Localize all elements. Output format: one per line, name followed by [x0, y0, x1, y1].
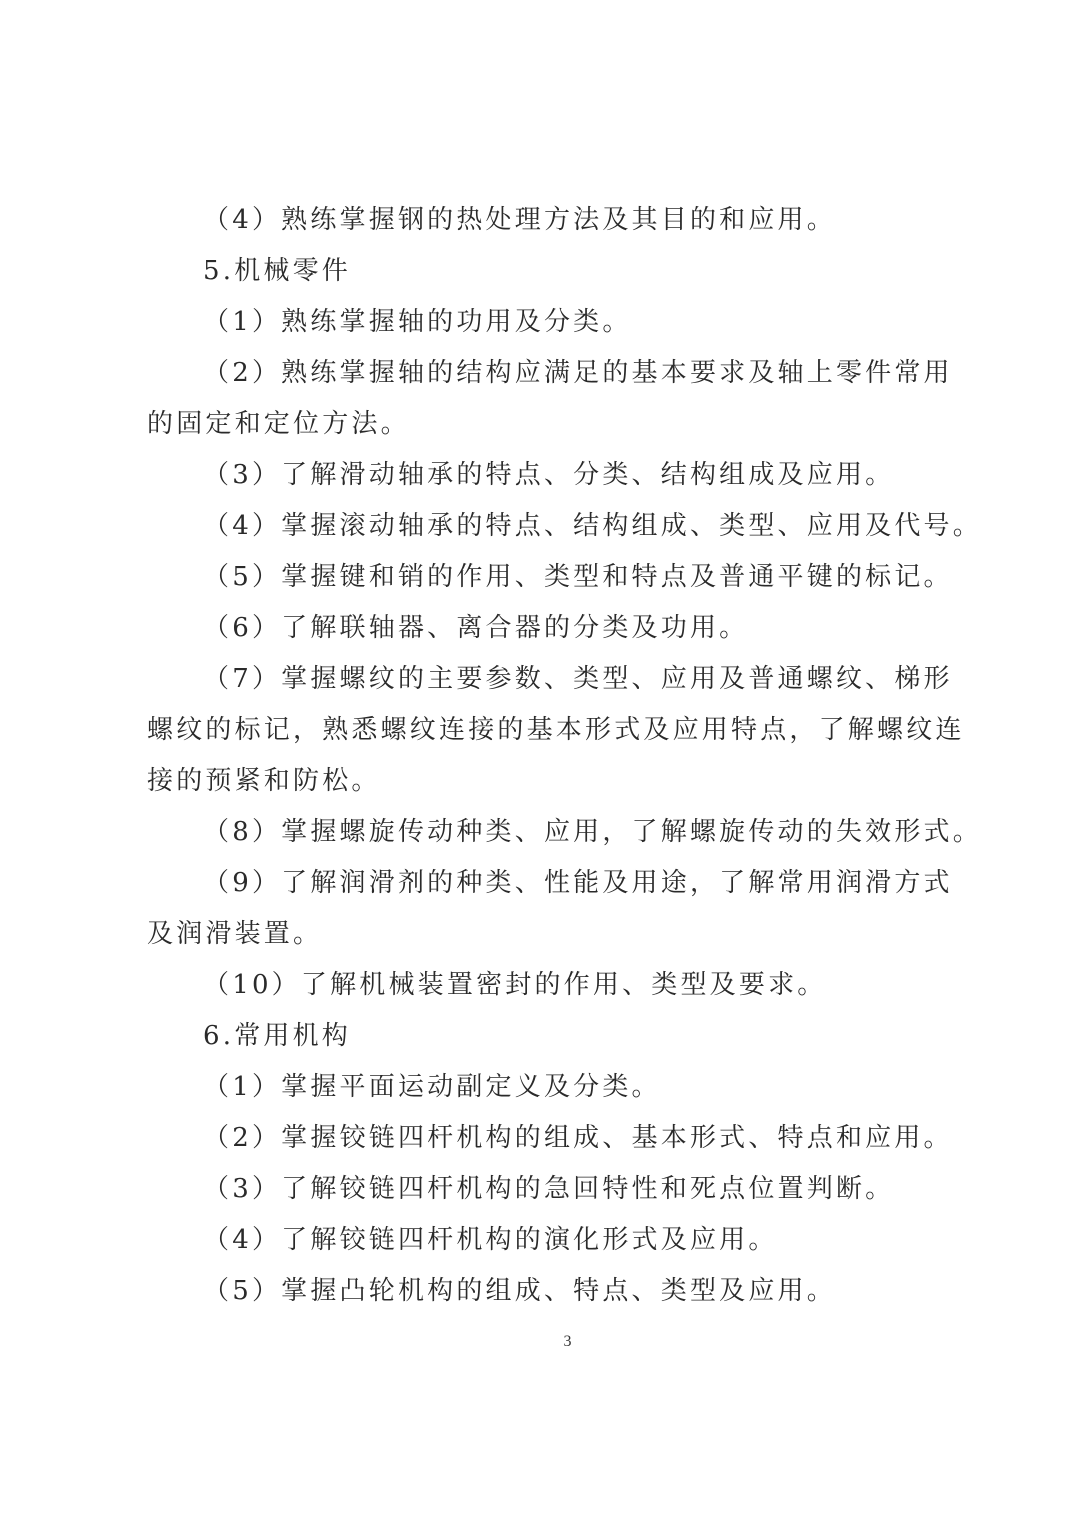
text-line: （10）了解机械装置密封的作用、类型及要求。 [203, 970, 827, 1000]
text-line: （3）了解滑动轴承的特点、分类、结构组成及应用。 [203, 460, 895, 490]
text-line: （5）掌握键和销的作用、类型和特点及普通平键的标记。 [203, 562, 953, 592]
text-line: （1）熟练掌握轴的功用及分类。 [203, 307, 632, 337]
text-line: （7）掌握螺纹的主要参数、类型、应用及普通螺纹、梯形 [203, 664, 953, 694]
text-line: （4）了解铰链四杆机构的演化形式及应用。 [203, 1225, 778, 1255]
section-heading: 6.常用机构 [203, 1021, 352, 1051]
text-line: （4）掌握滚动轴承的特点、结构组成、类型、应用及代号。 [203, 511, 982, 541]
text-line: （2）掌握铰链四杆机构的组成、基本形式、特点和应用。 [203, 1123, 953, 1153]
text-line: （8）掌握螺旋传动种类、应用，了解螺旋传动的失效形式。 [203, 817, 982, 847]
text-line: （6）了解联轴器、离合器的分类及功用。 [203, 613, 749, 643]
text-line: （1）掌握平面运动副定义及分类。 [203, 1072, 661, 1102]
text-line: （2）熟练掌握轴的结构应满足的基本要求及轴上零件常用 [203, 358, 953, 388]
page-number: 3 [563, 1333, 572, 1350]
section-heading: 5.机械零件 [203, 256, 352, 286]
text-line: （4）熟练掌握钢的热处理方法及其目的和应用。 [203, 205, 836, 235]
text-line: 的固定和定位方法。 [147, 409, 410, 439]
text-line: （3）了解铰链四杆机构的急回特性和死点位置判断。 [203, 1174, 895, 1204]
text-line: 螺纹的标记，熟悉螺纹连接的基本形式及应用特点，了解螺纹连 [147, 715, 965, 745]
text-line: 及润滑装置。 [147, 919, 323, 949]
text-line: 接的预紧和防松。 [147, 766, 381, 796]
text-line: （5）掌握凸轮机构的组成、特点、类型及应用。 [203, 1276, 836, 1306]
text-line: （9）了解润滑剂的种类、性能及用途，了解常用润滑方式 [203, 868, 953, 898]
